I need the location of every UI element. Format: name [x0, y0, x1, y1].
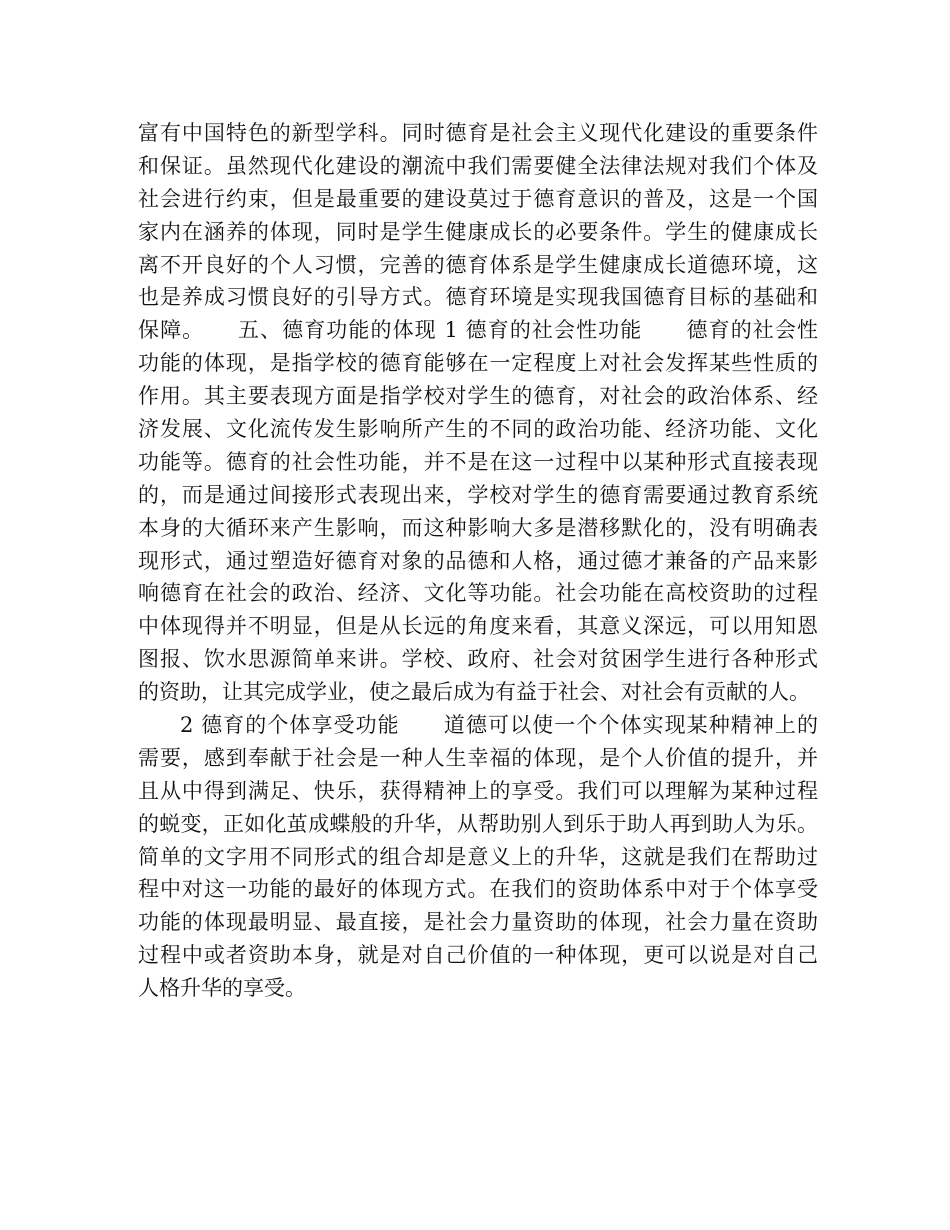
text-line-paragraph-end: 人格升华的享受。	[138, 976, 306, 1001]
text-line: 功能等。德育的社会性功能，并不是在这一过程中以某种形式直接表现	[138, 449, 818, 474]
text-line-subsection-heading: 2 德育的个体享受功能 道德可以使一个个体实现某种精神上的	[180, 713, 818, 738]
text-line: 的，而是通过间接形式表现出来，学校对学生的德育需要通过教育系统	[138, 482, 818, 507]
text-line: 功能的体现，是指学校的德育能够在一定程度上对社会发挥某些性质的	[138, 351, 818, 376]
text-line: 也是养成习惯良好的引导方式。德育环境是实现我国德育目标的基础和	[138, 285, 818, 310]
text-line-paragraph-end: 的资助，让其完成学业，使之最后成为有益于社会、对社会有贡献的人。	[138, 680, 810, 705]
text-line: 富有中国特色的新型学科。同时德育是社会主义现代化建设的重要条件	[138, 121, 818, 145]
text-line: 中体现得并不明显，但是从长远的角度来看，其意义深远，可以用知恩	[138, 614, 818, 639]
text-line: 简单的文字用不同形式的组合却是意义上的升华，这就是我们在帮助过	[138, 844, 818, 869]
text-line: 的蜕变，正如化茧成蝶般的升华，从帮助别人到乐于助人再到助人为乐。	[138, 811, 818, 836]
text-line: 济发展、文化流传发生影响所产生的不同的政治功能、经济功能、文化	[138, 417, 818, 442]
text-line: 功能的体现最明显、最直接，是社会力量资助的体现，社会力量在资助	[138, 910, 818, 935]
text-line: 需要，感到奉献于社会是一种人生幸福的体现，是个人价值的提升，并	[138, 745, 818, 770]
text-line: 且从中得到满足、快乐，获得精神上的享受。我们可以理解为某种过程	[138, 778, 818, 803]
text-line: 图报、饮水思源简单来讲。学校、政府、社会对贫困学生进行各种形式	[138, 647, 818, 672]
text-line: 现形式，通过塑造好德育对象的品德和人格，通过德才兼备的产品来影	[138, 548, 818, 573]
text-line-section-heading: 保障。 五、德育功能的体现 1 德育的社会性功能 德育的社会性	[138, 318, 818, 343]
text-line: 本身的大循环来产生影响，而这种影响大多是潜移默化的，没有明确表	[138, 515, 818, 540]
text-line: 社会进行约束，但是最重要的建设莫过于德育意识的普及，这是一个国	[138, 186, 818, 211]
text-line: 响德育在社会的政治、经济、文化等功能。社会功能在高校资助的过程	[138, 581, 818, 606]
text-line: 离不开良好的个人习惯，完善的德育体系是学生健康成长道德环境，这	[138, 252, 818, 277]
text-line: 程中对这一功能的最好的体现方式。在我们的资助体系中对于个体享受	[138, 877, 818, 902]
text-line: 作用。其主要表现方面是指学校对学生的德育，对社会的政治体系、经	[138, 384, 818, 409]
text-line: 过程中或者资助本身，就是对自己价值的一种体现，更可以说是对自己	[138, 943, 818, 968]
text-line: 家内在涵养的体现，同时是学生健康成长的必要条件。学生的健康成长	[138, 219, 818, 244]
text-line: 和保证。虽然现代化建设的潮流中我们需要健全法律法规对我们个体及	[138, 153, 818, 178]
body-text	[138, 117, 818, 1005]
